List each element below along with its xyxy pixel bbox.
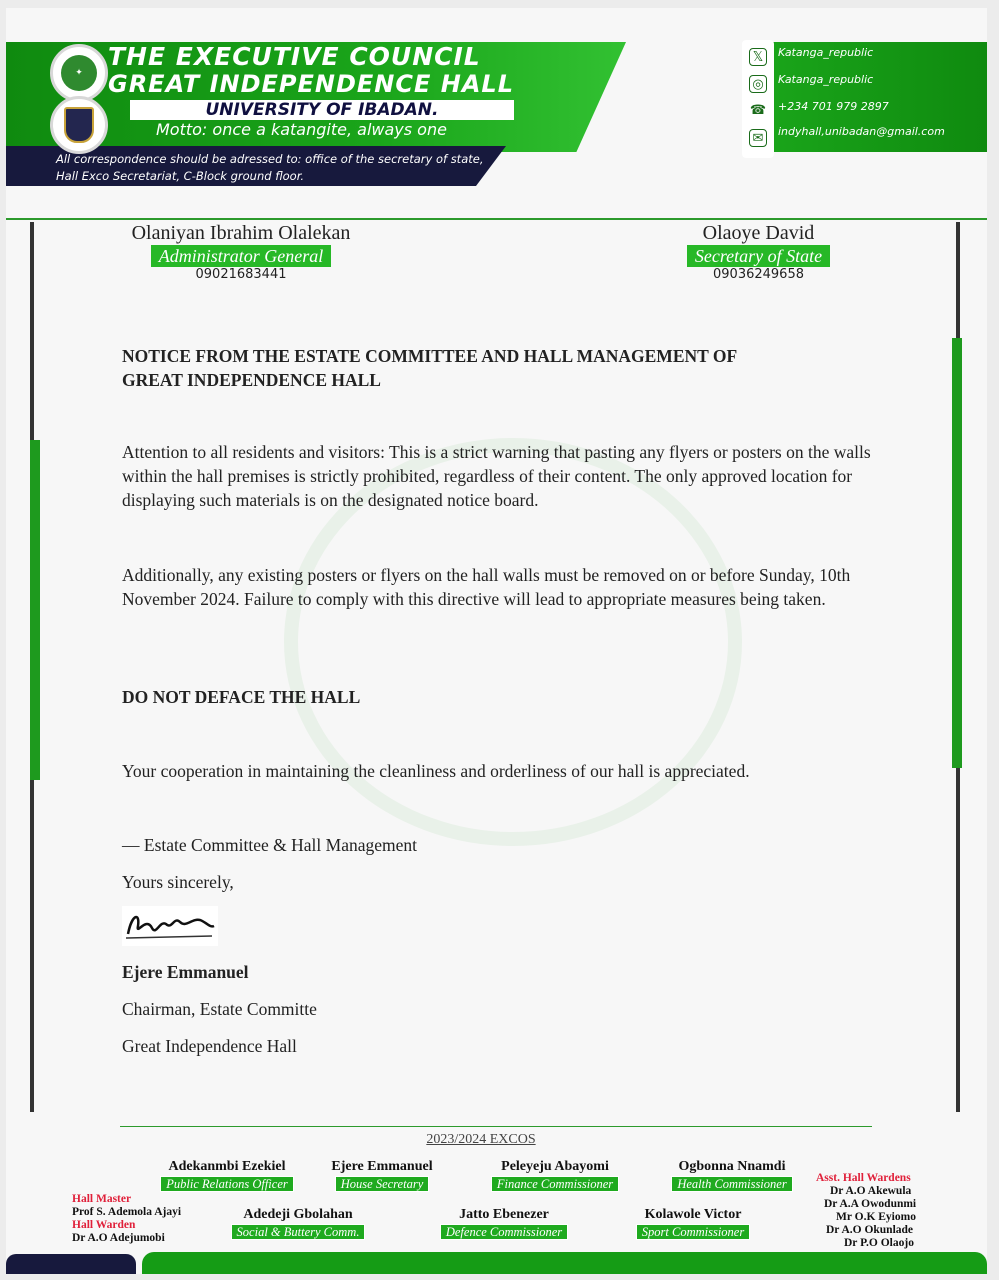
asst-warden: Mr O.K Eyiomo [836, 1211, 916, 1223]
secretary-of-state-block [656, 222, 861, 282]
right-accent [952, 338, 962, 768]
phone-number: +234 701 979 2897 [778, 100, 889, 113]
asst-warden: Dr P.O Olaojo [844, 1237, 914, 1249]
admin-name: Olaniyan Ibrahim Olalekan [131, 222, 351, 244]
hall-warden-label: Hall Warden [72, 1219, 136, 1231]
hall-warden-name: Dr A.O Adejumobi [72, 1232, 165, 1244]
notice-heading-line-1: NOTICE FROM THE ESTATE COMMITTEE AND HALL MANAGEMENT OF [122, 346, 738, 366]
exco-finance [484, 1159, 626, 1193]
exco-house-secretary [322, 1159, 442, 1193]
exco-social [222, 1207, 374, 1241]
secretary-phone: 09036249658 [713, 267, 804, 282]
exco-role: Public Relations Officer [160, 1176, 294, 1192]
notice-paragraph-2: Additionally, any existing posters or flyers on the hall walls must be removed on or before Sunday, 10th November 2024. Failure to comply with this directive will lead to appropriate measures being taken. [122, 565, 851, 609]
x-twitter-icon: 𝕏 [749, 48, 767, 66]
administrator-general-block [106, 222, 376, 282]
asst-warden: Dr A.O Akewula [830, 1185, 912, 1197]
handwritten-signature [122, 906, 218, 946]
footer-bar-dark [6, 1254, 136, 1274]
phone-icon: ☎ [749, 103, 767, 118]
admin-phone: 09021683441 [195, 267, 287, 282]
exco-pro [152, 1159, 302, 1193]
hall-master-label: Hall Master [72, 1193, 132, 1205]
excos-heading: 2023/2024 EXCOS [426, 1132, 536, 1147]
notice-attribution: — Estate Committee & Hall Management [122, 835, 417, 855]
footer-bar-green [142, 1252, 987, 1274]
email-icon: ✉ [749, 129, 767, 147]
exco-role: Sport Commissioner [636, 1224, 750, 1240]
exco-health [662, 1159, 802, 1193]
asst-wardens-label: Asst. Hall Wardens [816, 1172, 911, 1184]
correspondence-line-1: All correspondence should be adressed to: office of the secretary of state, [56, 152, 484, 166]
asst-warden: Dr A.O Okunlade [826, 1224, 914, 1236]
exco-role: Finance Commissioner [491, 1176, 619, 1192]
notice-paragraph-1: Attention to all residents and visitors: This is a strict warning that pasting any flyers or posters on the walls within the hall premises is strictly prohibited, regardless of their content. The only approved location for displaying such materials is on the designated notice board. [122, 442, 871, 510]
exco-role: Social & Buttery Comm. [231, 1224, 366, 1240]
exco-name: Ejere Emmanuel [331, 1159, 433, 1174]
exco-role: House Secretary [335, 1176, 430, 1192]
letterhead-page [6, 8, 987, 1274]
university-name: UNIVERSITY OF IBADAN. [130, 100, 514, 120]
hall-master-name: Prof S. Ademola Ajayi [72, 1206, 182, 1218]
secretary-name: Olaoye David [702, 222, 815, 244]
exco-name: Jatto Ebenezer [459, 1207, 549, 1222]
left-accent [30, 440, 40, 780]
exco-name: Ogbonna Nnamdi [678, 1159, 786, 1174]
secretary-title: Secretary of State [687, 245, 830, 267]
instagram-handle: Katanga_republic [778, 73, 874, 86]
exco-sport [628, 1207, 758, 1241]
hall-title: GREAT INDEPENDENCE HALL [108, 70, 514, 98]
instagram-icon: ◎ [749, 75, 767, 93]
exco-role: Defence Commissioner [440, 1224, 568, 1240]
twitter-handle: Katanga_republic [778, 46, 874, 59]
asst-warden: Dr A.A Owodunmi [824, 1198, 917, 1210]
email-address: indyhall,unibadan@gmail.com [778, 125, 945, 138]
notice-heading-line-2: GREAT INDEPENDENCE HALL [122, 370, 381, 390]
exco-name: Adedeji Gbolahan [243, 1207, 353, 1222]
university-crest [50, 96, 108, 154]
exco-name: Peleyeju Abayomi [501, 1159, 609, 1174]
signer-name: Ejere Emmanuel [122, 962, 249, 982]
exco-name: Adekanmbi Ezekiel [168, 1159, 286, 1174]
footer-divider [120, 1126, 872, 1127]
exco-defence [434, 1207, 574, 1241]
notice-paragraph-3: Your cooperation in maintaining the cleanliness and orderliness of our hall is appreciated. [122, 761, 750, 781]
social-icon-strip [742, 40, 774, 158]
correspondence-line-2: Hall Exco Secretariat, C-Block ground floor. [56, 169, 305, 183]
notice-emphasis: DO NOT DEFACE THE HALL [122, 687, 361, 707]
hall-logo: ✦ [50, 44, 108, 102]
closing-line: Yours sincerely, [122, 872, 234, 892]
signer-title: Chairman, Estate Committe [122, 999, 317, 1019]
signer-organization: Great Independence Hall [122, 1036, 297, 1056]
exco-name: Kolawole Victor [644, 1207, 742, 1222]
council-title: THE EXECUTIVE COUNCIL [108, 42, 481, 71]
admin-title: Administrator General [151, 245, 332, 267]
motto: Motto: once a katangite, always one [156, 120, 447, 139]
header-divider [6, 218, 987, 220]
exco-role: Health Commissioner [671, 1176, 792, 1192]
